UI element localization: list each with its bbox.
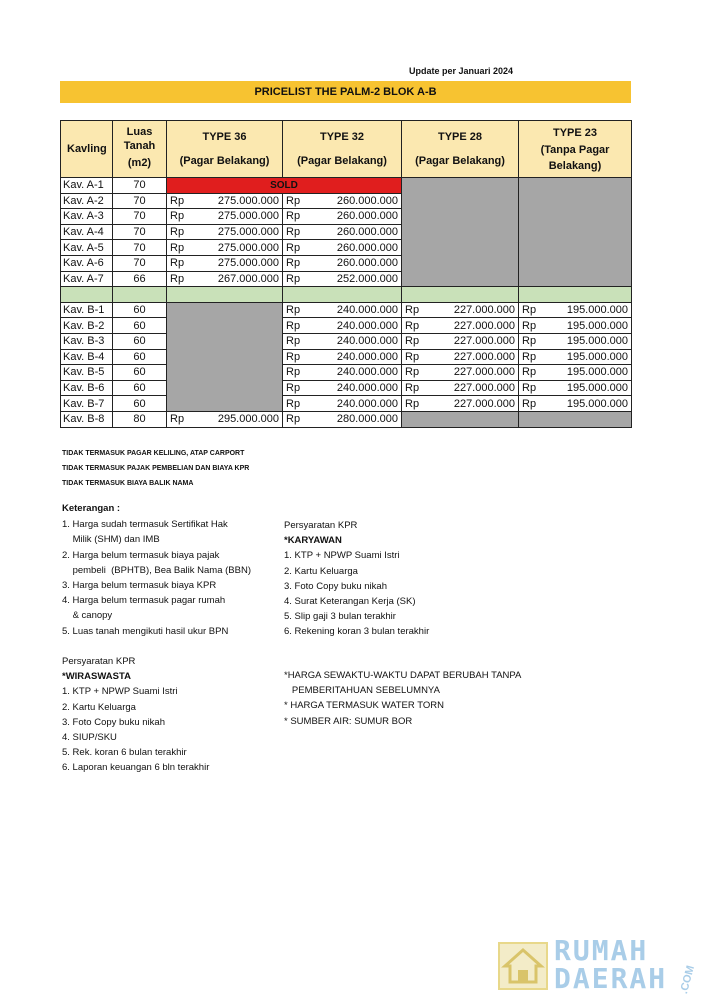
- price-value: 240.000.000: [336, 350, 398, 363]
- disclaimer-line: PEMBERITAHUAN SEBELUMNYA: [284, 685, 440, 697]
- type36-price: [167, 255, 283, 271]
- type23-unavailable: [519, 178, 632, 287]
- header-luas-line3: (m2): [127, 157, 152, 169]
- price-value: 295.000.000: [217, 413, 279, 426]
- luas-cell: 60: [113, 380, 167, 396]
- price-value: 195.000.000: [566, 335, 628, 348]
- header-type32-title: TYPE 32: [319, 131, 365, 143]
- separator-cell: [283, 287, 402, 303]
- price-value: 275.000.000: [217, 194, 279, 207]
- currency-label: Rp: [286, 257, 301, 270]
- keterangan-item: 4. Harga belum termasuk pagar rumah: [62, 595, 226, 607]
- header-type36-title: TYPE 36: [202, 131, 247, 143]
- currency-label: Rp: [170, 272, 185, 285]
- disclaimer-line: * HARGA TERMASUK WATER TORN: [284, 700, 444, 712]
- currency-label: Rp: [286, 413, 301, 426]
- currency-label: Rp: [522, 366, 537, 379]
- type32-price: [283, 380, 402, 396]
- luas-cell: 70: [113, 240, 167, 256]
- price-value: 240.000.000: [336, 397, 398, 410]
- type28-price: [402, 365, 519, 381]
- header-type28-sub: (Pagar Belakang): [415, 155, 505, 167]
- currency-label: Rp: [286, 335, 301, 348]
- update-date: Update per Januari 2024: [409, 66, 514, 76]
- kpr-karyawan-item: 2. Kartu Keluarga: [284, 565, 358, 577]
- type28-price: [402, 396, 519, 412]
- type28-price: [402, 380, 519, 396]
- luas-cell: 80: [113, 411, 167, 427]
- type36-price: [167, 193, 283, 209]
- currency-label: Rp: [405, 350, 420, 363]
- type36-price: [167, 209, 283, 225]
- kpr-karyawan-item: 6. Rekening koran 3 bulan terakhir: [284, 626, 430, 638]
- note-line: TIDAK TERMASUK BIAYA BALIK NAMA: [62, 480, 194, 487]
- luas-cell: 60: [113, 396, 167, 412]
- type28-unavailable: [402, 411, 519, 427]
- price-value: 227.000.000: [453, 397, 515, 410]
- type32-price: [283, 349, 402, 365]
- price-value: 280.000.000: [336, 413, 398, 426]
- luas-cell: 66: [113, 271, 167, 287]
- kpr-karyawan-heading: Persyaratan KPR: [284, 520, 358, 531]
- kavling-cell: Kav. A-4: [61, 224, 113, 240]
- currency-label: Rp: [405, 366, 420, 379]
- keterangan-item: 3. Harga belum termasuk biaya KPR: [62, 580, 217, 592]
- keterangan-item: pembeli (BPHTB), Bea Balik Nama (BBN): [62, 564, 252, 576]
- type23-price: [519, 365, 632, 381]
- type23-price: [519, 333, 632, 349]
- type32-price: [283, 333, 402, 349]
- type23-unavailable: [519, 411, 632, 427]
- kavling-cell: Kav. A-1: [61, 178, 113, 194]
- price-value: 240.000.000: [336, 335, 398, 348]
- kavling-cell: Kav. B-6: [61, 380, 113, 396]
- kpr-karyawan-item: 1. KTP + NPWP Suami Istri: [284, 550, 400, 562]
- luas-cell: 70: [113, 209, 167, 225]
- price-value: 195.000.000: [566, 397, 628, 410]
- type36-price: [167, 411, 283, 427]
- kpr-wiraswasta-item: 3. Foto Copy buku nikah: [62, 716, 165, 728]
- table-row: [61, 302, 632, 318]
- header-type23-sub2: Belakang): [548, 159, 602, 172]
- header-luas-line1: Luas: [126, 126, 153, 138]
- note-line: TIDAK TERMASUK PAJAK PEMBELIAN DAN BIAYA KPR: [62, 465, 250, 472]
- currency-label: Rp: [522, 304, 537, 317]
- currency-label: Rp: [286, 350, 301, 363]
- keterangan-item: 5. Luas tanah mengikuti hasil ukur BPN: [62, 625, 229, 637]
- currency-label: Rp: [522, 350, 537, 363]
- header-type23: [519, 121, 632, 178]
- type23-price: [519, 318, 632, 334]
- price-value: 240.000.000: [336, 382, 398, 395]
- separator-cell: [61, 287, 113, 303]
- currency-label: Rp: [286, 241, 301, 254]
- table-row: [61, 380, 632, 396]
- house-icon: [498, 942, 548, 990]
- currency-label: Rp: [170, 241, 185, 254]
- kpr-wiraswasta-section: [62, 654, 282, 776]
- separator-cell: [402, 287, 519, 303]
- type32-price: [283, 255, 402, 271]
- price-value: 195.000.000: [566, 319, 628, 332]
- kpr-wiraswasta-heading: Persyaratan KPR: [62, 656, 136, 667]
- currency-label: Rp: [286, 226, 301, 239]
- header-kavling: Kavling: [61, 121, 113, 178]
- table-row: [61, 318, 632, 334]
- type32-price: [283, 302, 402, 318]
- header-type32: [283, 121, 402, 178]
- luas-cell: 60: [113, 333, 167, 349]
- currency-label: Rp: [170, 257, 185, 270]
- header-type36-sub: (Pagar Belakang): [179, 155, 270, 167]
- price-value: 260.000.000: [336, 194, 398, 207]
- currency-label: Rp: [286, 272, 301, 285]
- type32-price: [283, 193, 402, 209]
- separator-cell: [519, 287, 632, 303]
- kpr-wiraswasta-item: 2. Kartu Keluarga: [62, 701, 136, 713]
- type32-price: [283, 396, 402, 412]
- price-value: 260.000.000: [336, 226, 398, 239]
- watermark-line2: DAERAH: [554, 962, 668, 995]
- currency-label: Rp: [522, 319, 537, 332]
- price-value: 227.000.000: [453, 335, 515, 348]
- price-value: 260.000.000: [336, 257, 398, 270]
- disclaimer-line: * SUMBER AIR: SUMUR BOR: [284, 715, 413, 727]
- type23-price: [519, 302, 632, 318]
- currency-label: Rp: [286, 397, 301, 410]
- type28-price: [402, 302, 519, 318]
- currency-label: Rp: [286, 382, 301, 395]
- kpr-karyawan-item: 5. Slip gaji 3 bulan terakhir: [284, 611, 396, 623]
- price-value: 260.000.000: [336, 241, 398, 254]
- luas-cell: 70: [113, 178, 167, 194]
- price-value: 260.000.000: [336, 210, 398, 223]
- price-value: 275.000.000: [217, 257, 279, 270]
- currency-label: Rp: [286, 319, 301, 332]
- watermark-logo: [498, 932, 698, 994]
- header-type23-title: TYPE 23: [552, 126, 598, 139]
- type28-unavailable: [402, 178, 519, 287]
- header-luas: [113, 121, 167, 178]
- price-value: 252.000.000: [336, 272, 398, 285]
- table-row: [61, 365, 632, 381]
- price-value: 267.000.000: [217, 272, 279, 285]
- type36-price: [167, 271, 283, 287]
- luas-cell: 70: [113, 193, 167, 209]
- block-separator: [61, 287, 632, 303]
- type32-price: [283, 411, 402, 427]
- kavling-cell: Kav. A-5: [61, 240, 113, 256]
- type28-price: [402, 333, 519, 349]
- price-value: 227.000.000: [453, 304, 515, 317]
- type32-price: [283, 318, 402, 334]
- price-value: 195.000.000: [566, 304, 628, 317]
- luas-cell: 70: [113, 255, 167, 271]
- kpr-wiraswasta-item: 5. Rek. koran 6 bulan terakhir: [62, 747, 187, 759]
- currency-label: Rp: [405, 397, 420, 410]
- exclusion-notes: [62, 446, 249, 491]
- price-value: 227.000.000: [453, 382, 515, 395]
- header-type28: [402, 121, 519, 178]
- price-value: 240.000.000: [336, 366, 398, 379]
- keterangan-item: 2. Harga belum termasuk biaya pajak: [62, 549, 220, 561]
- type23-price: [519, 396, 632, 412]
- keterangan-item: 1. Harga sudah termasuk Sertifikat Hak: [62, 519, 228, 531]
- kpr-wiraswasta-sub: *WIRASWASTA: [62, 671, 131, 683]
- price-value: 275.000.000: [217, 210, 279, 223]
- kavling-cell: Kav. B-8: [61, 411, 113, 427]
- currency-label: Rp: [170, 226, 185, 239]
- type32-price: [283, 240, 402, 256]
- header-type23-sub1: (Tanpa Pagar: [540, 143, 610, 156]
- separator-cell: [113, 287, 167, 303]
- luas-cell: 60: [113, 349, 167, 365]
- type36-unavailable: [167, 302, 283, 411]
- price-value: 227.000.000: [453, 350, 515, 363]
- currency-label: Rp: [286, 194, 301, 207]
- type28-price: [402, 318, 519, 334]
- disclaimer-line: *HARGA SEWAKTU-WAKTU DAPAT BERUBAH TANPA: [284, 670, 522, 681]
- currency-label: Rp: [405, 335, 420, 348]
- kavling-cell: Kav. A-3: [61, 209, 113, 225]
- kavling-cell: Kav. B-5: [61, 365, 113, 381]
- price-value: 240.000.000: [336, 304, 398, 317]
- type32-price: [283, 365, 402, 381]
- currency-label: Rp: [522, 397, 537, 410]
- price-value: 240.000.000: [336, 319, 398, 332]
- currency-label: Rp: [170, 210, 185, 223]
- page-title: PRICELIST THE PALM-2 BLOK A-B: [60, 81, 631, 103]
- type32-price: [283, 224, 402, 240]
- table-row: [61, 349, 632, 365]
- kpr-karyawan-section: [284, 518, 544, 640]
- keterangan-item: & canopy: [62, 610, 113, 622]
- luas-cell: 60: [113, 365, 167, 381]
- price-value: 227.000.000: [453, 366, 515, 379]
- watermark-line1: RUMAH: [554, 934, 649, 967]
- currency-label: Rp: [286, 366, 301, 379]
- kpr-wiraswasta-item: 1. KTP + NPWP Suami Istri: [62, 686, 178, 698]
- watermark-suffix: .COM: [678, 964, 698, 996]
- price-value: 275.000.000: [217, 226, 279, 239]
- currency-label: Rp: [405, 304, 420, 317]
- price-value: 227.000.000: [453, 319, 515, 332]
- price-value: 275.000.000: [217, 241, 279, 254]
- type32-price: [283, 271, 402, 287]
- kavling-cell: Kav. B-4: [61, 349, 113, 365]
- currency-label: Rp: [170, 194, 185, 207]
- currency-label: Rp: [170, 413, 185, 426]
- header-type32-sub: (Pagar Belakang): [297, 155, 387, 167]
- price-value: 195.000.000: [566, 366, 628, 379]
- price-table: [60, 120, 632, 428]
- luas-cell: 60: [113, 302, 167, 318]
- table-row: [61, 411, 632, 427]
- currency-label: Rp: [286, 304, 301, 317]
- type32-price: [283, 209, 402, 225]
- keterangan-section: [62, 501, 282, 639]
- header-type28-title: TYPE 28: [437, 131, 483, 143]
- price-value: 195.000.000: [566, 350, 628, 363]
- kavling-cell: Kav. A-2: [61, 193, 113, 209]
- header-type36: [167, 121, 283, 178]
- kavling-cell: Kav. B-2: [61, 318, 113, 334]
- kpr-wiraswasta-item: 4. SIUP/SKU: [62, 732, 117, 744]
- table-row: [61, 178, 632, 194]
- type23-price: [519, 380, 632, 396]
- currency-label: Rp: [405, 382, 420, 395]
- currency-label: Rp: [522, 382, 537, 395]
- kpr-wiraswasta-item: 6. Laporan keuangan 6 bln terakhir: [62, 762, 210, 774]
- kavling-cell: Kav. A-7: [61, 271, 113, 287]
- price-value: 195.000.000: [566, 382, 628, 395]
- kpr-karyawan-sub: *KARYAWAN: [284, 535, 342, 547]
- kpr-karyawan-item: 3. Foto Copy buku nikah: [284, 580, 387, 592]
- kpr-karyawan-item: 4. Surat Keterangan Kerja (SK): [284, 596, 416, 608]
- header-luas-line2: Tanah: [123, 140, 156, 152]
- kavling-cell: Kav. A-6: [61, 255, 113, 271]
- kavling-cell: Kav. B-7: [61, 396, 113, 412]
- type28-price: [402, 349, 519, 365]
- table-row: [61, 333, 632, 349]
- currency-label: Rp: [286, 210, 301, 223]
- type23-price: [519, 349, 632, 365]
- type36-price: [167, 224, 283, 240]
- kavling-cell: Kav. B-3: [61, 333, 113, 349]
- type36-price: [167, 240, 283, 256]
- sold-badge: SOLD: [167, 178, 402, 194]
- currency-label: Rp: [522, 335, 537, 348]
- table-row: [61, 396, 632, 412]
- disclaimer-section: [284, 668, 584, 729]
- separator-cell: [167, 287, 283, 303]
- currency-label: Rp: [405, 319, 420, 332]
- luas-cell: 70: [113, 224, 167, 240]
- keterangan-item: Milik (SHM) dan IMB: [62, 534, 160, 546]
- kavling-cell: Kav. B-1: [61, 302, 113, 318]
- note-line: TIDAK TERMASUK PAGAR KELILING, ATAP CARPORT: [62, 450, 245, 457]
- keterangan-heading: Keterangan :: [62, 503, 121, 514]
- luas-cell: 60: [113, 318, 167, 334]
